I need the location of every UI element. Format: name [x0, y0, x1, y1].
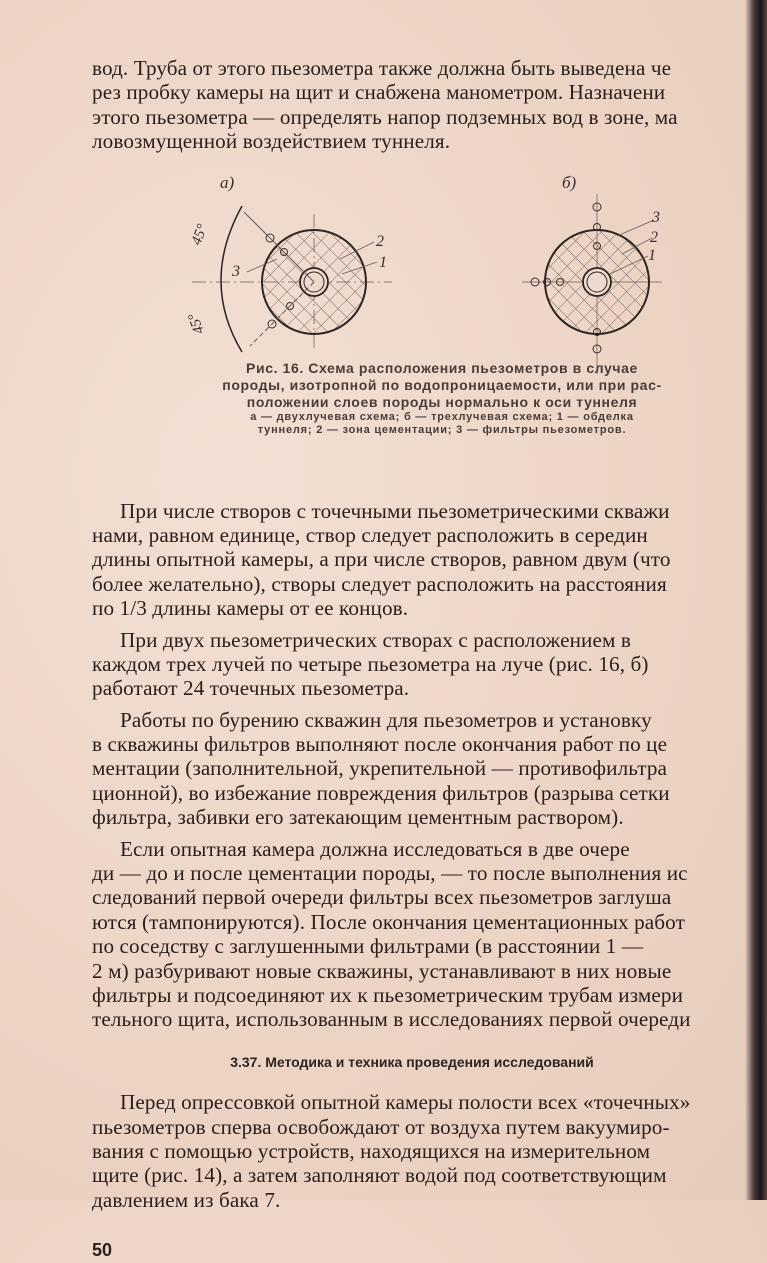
- text-line: вод. Труба от этого пьезометра также должна быть выведена че: [92, 56, 672, 80]
- text-line: каждом трех лучей по четыре пьезометра на луче (рис. 16, б): [92, 651, 649, 676]
- text-line: ются (тампонируются). После окончания цементационных работ: [92, 909, 685, 934]
- figure-label-a: а): [220, 172, 235, 192]
- text-line: пьезометров сперва освобождают от воздуха путем вакуумиро-: [92, 1114, 670, 1139]
- marker-2: 2: [650, 228, 658, 246]
- diagram-a: [186, 173, 392, 352]
- text-line: ционной), во избежание повреждения фильтров (разрыва сетки: [92, 780, 670, 805]
- text-line: При числе створов с точечными пьезометрическими скважи: [120, 498, 670, 523]
- text-line: работают 24 точечных пьезометра.: [92, 676, 410, 701]
- intro-paragraph: [92, 56, 767, 154]
- text-line: вания с помощью устройств, находящихся на измерительном: [92, 1138, 651, 1163]
- paragraph-4: [92, 837, 767, 1032]
- marker-2: 2: [376, 232, 384, 250]
- figure-caption: [192, 360, 692, 437]
- text-line: более желательно), створы следует расположить на расстояния: [92, 571, 667, 596]
- final-paragraph: [92, 1090, 767, 1212]
- text-line: в скважины фильтров выполняют после окончания работ по це: [92, 732, 668, 757]
- text-line: Работы по бурению скважин для пьезометров и установку: [120, 707, 652, 732]
- marker-3: 3: [232, 262, 240, 280]
- angle-label-top: 45°: [188, 221, 211, 247]
- text-line: фильтры и подсоединяют их к пьезометрическим трубам измери: [92, 982, 684, 1007]
- piezometer-diagram: [92, 164, 767, 384]
- text-line: При двух пьезометрических створах с расположением в: [120, 627, 632, 652]
- text-line: по соседству с заглушенными фильтрами (в расстоянии 1 —: [92, 934, 644, 959]
- text-line: следований первой очереди фильтры всех пьезометров заглуша: [92, 885, 672, 910]
- text-line: этого пьезометра — определять напор подземных вод в зоне, ма: [92, 104, 678, 129]
- diagram-b: [522, 173, 662, 374]
- paragraph-1: [92, 499, 767, 621]
- figure-label-b: б): [562, 172, 577, 192]
- legend-line: а — двухлучевая схема; б — трехлучевая схема; 1 — обделка: [250, 411, 634, 423]
- text-line: ловозмущенной воздействием туннеля.: [92, 129, 451, 154]
- figure-16: [92, 164, 767, 374]
- text-line: ментации (заполнительной, укрепительной — противофильтра: [92, 756, 668, 781]
- text-line: 2 м) разбуривают новые скважины, устанавливают в них новые: [92, 958, 672, 983]
- caption-line: Рис. 16. Схема расположения пьезометров в случае: [246, 360, 638, 376]
- book-page: [92, 56, 767, 1263]
- marker-3: 3: [652, 208, 660, 226]
- text-line: по 1/3 длины камеры от ее концов.: [92, 596, 409, 621]
- text-line: длины опытной камеры, а при числе створов, равном двум (что: [92, 547, 671, 572]
- text-line: нами, равном единице, створ следует расположить в середин: [92, 522, 648, 547]
- marker-1: 1: [379, 253, 387, 271]
- angle-label-bottom: 45°: [185, 310, 208, 336]
- text-line: фильтра, забивки его затекающим цементным раствором).: [92, 805, 624, 830]
- page-number: 50: [92, 1240, 113, 1261]
- caption-line: положении слоев породы нормально к оси туннеля: [246, 394, 638, 410]
- text-line: ди — до и после цементации породы, — то после выполнения ис: [92, 861, 688, 886]
- text-line: Перед опрессовкой опытной камеры полости всех «точечных»: [120, 1090, 691, 1115]
- text-line: давлением из бака 7.: [92, 1187, 281, 1212]
- paragraph-3: [92, 708, 767, 830]
- text-line: щите (рис. 14), а затем заполняют водой под соответствующим: [92, 1163, 667, 1188]
- marker-1: 1: [648, 246, 656, 264]
- caption-line: породы, изотропной по водопроницаемости, или при рас-: [222, 377, 662, 393]
- text-line: Если опытная камера должна исследоваться в две очере: [120, 836, 630, 861]
- legend-line: туннеля; 2 — зона цементации; 3 — фильтры пьезометров.: [257, 424, 627, 436]
- section-heading: 3.37. Методика и техника проведения исследований: [230, 1053, 594, 1070]
- paragraph-2: [92, 628, 767, 701]
- text-line: рез пробку камеры на щит и снабжена манометром. Назначени: [92, 80, 666, 105]
- text-line: тельного щита, использованным в исследованиях первой очереди: [92, 1007, 691, 1032]
